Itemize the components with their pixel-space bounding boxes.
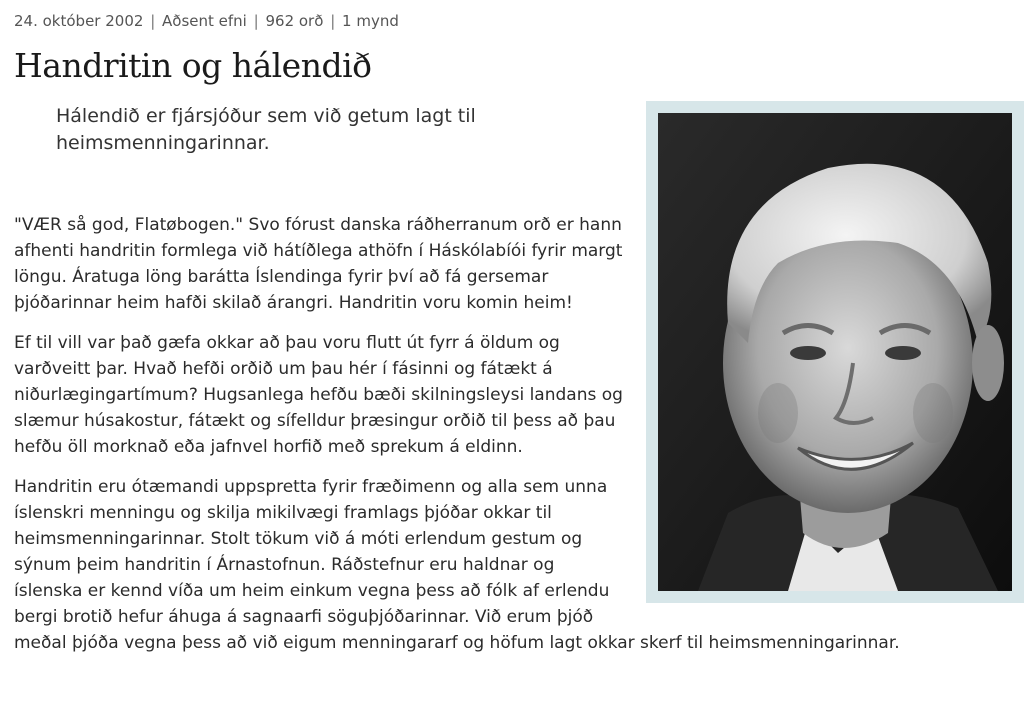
article-title: Handritin og hálendið	[14, 46, 372, 85]
paragraph: Ef til vill var það gæfa okkar að þau voru flutt út fyrr á öldum og varðveitt þar. Hvað hefði orðið um þau hér í fásinni og fátækt á niðurlægingartímum? Hugsanlega hefðu bæði skilningsleysi landans og slæmur húsakostur, fátækt og sífelldur þræsingur orðið til þess að þau hefðu öll morknað eða jafnvel horfið með sprekum á eldinn.	[14, 333, 623, 457]
article-meta	[14, 12, 399, 30]
article-category[interactable]: Aðsent efni	[162, 12, 247, 30]
meta-separator: |	[253, 12, 259, 30]
paragraph: "VÆR så god, Flatøbogen." Svo fórust danska ráðherranum orð er hann afhenti handritin formlega við hátíðlega athöfn í Háskólabíói fyrir margt löngu. Áratuga löng barátta Íslendinga fyrir því að fá gersemar þjóðarinnar heim hafði skilað árangri. Handritin voru komin heim!	[14, 215, 623, 313]
image-count[interactable]: 1 mynd	[342, 12, 399, 30]
photo-float-spacer	[624, 212, 1004, 612]
meta-separator: |	[330, 12, 336, 30]
article-date: 24. október 2002	[14, 12, 144, 30]
paragraph: Handritin eru ótæmandi uppspretta fyrir fræðimenn og alla sem unna íslenskri menningu og skilja mikilvægi framlags þjóðar okkar til heimsmenningarinnar. Stolt tökum við á móti erlendum gestum og sýnum þeim handritin í Árnastofnun. Ráðstefnur eru haldnar og íslenska er kennd víða um heim einkum vegna þess að fólk af erlendu bergi brotið hefur áhuga á sagnaarfi söguþjóðarinnar. Við erum þjóð meðal þjóða vegna þess að við eigum menningararf og höfum lagt okkar skerf til heimsmenningarinnar.	[14, 477, 900, 653]
word-count: 962 orð	[265, 12, 324, 30]
article-body	[14, 212, 1004, 670]
article-lead: Hálendið er fjársjóður sem við getum lagt til heimsmenningarinnar.	[56, 105, 476, 154]
meta-separator: |	[150, 12, 156, 30]
